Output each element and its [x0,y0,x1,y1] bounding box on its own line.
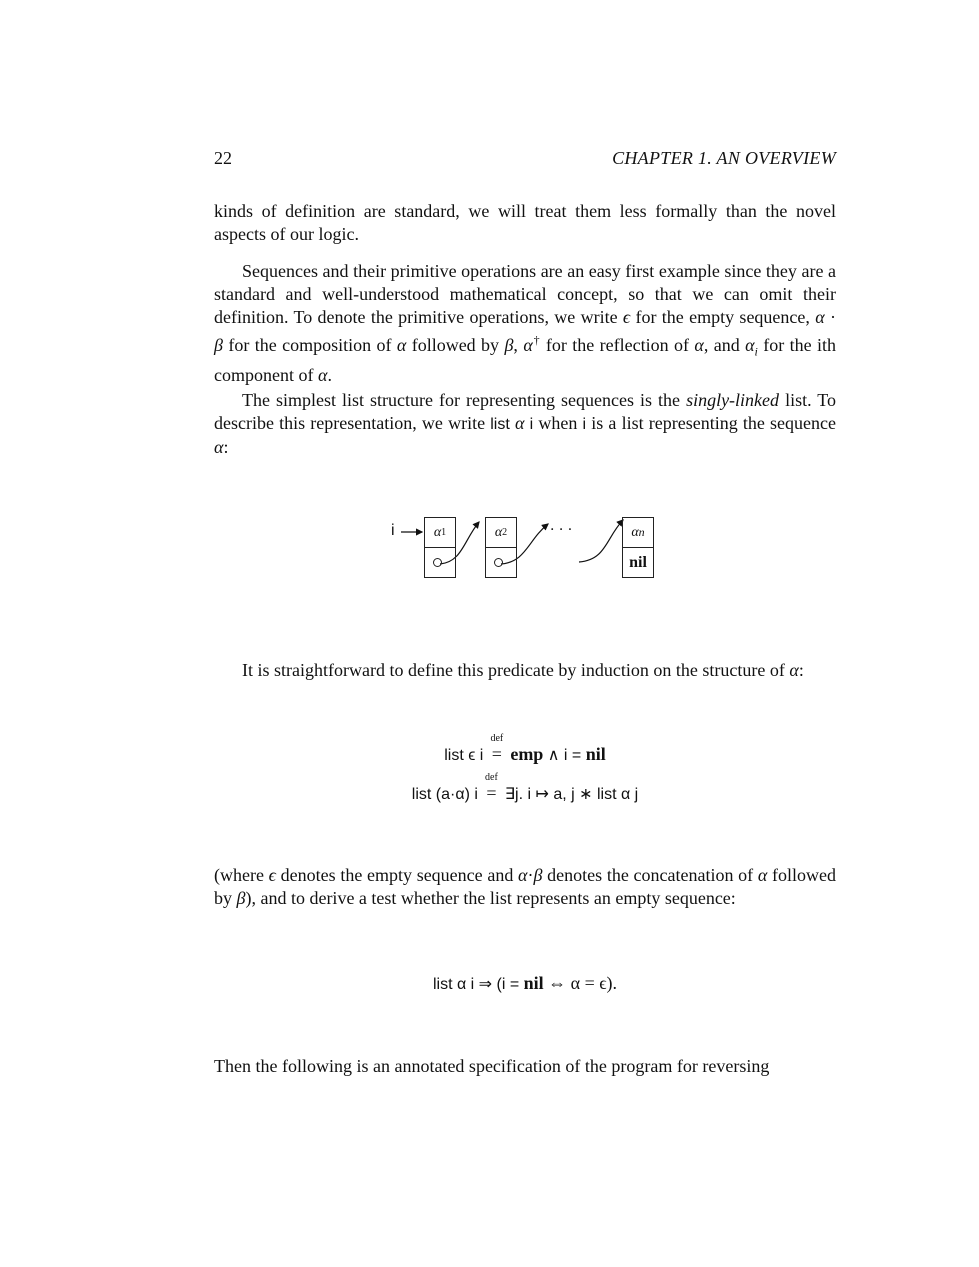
list-node-1 [424,517,456,578]
p2-text-d: followed by [406,335,505,355]
epsilon-symbol: ϵ [622,307,631,327]
eq1-rhs: ∧ i = [543,747,586,764]
alpha-symbol: α [757,865,768,885]
eq3-rhs: ⇔ α = ϵ). [543,973,618,993]
ellipsis: · · · [550,522,573,538]
dot-symbol: · [830,307,837,327]
node-2-subscript: 2 [502,527,508,538]
def-equals: def = [482,783,500,804]
alpha-symbol: α [523,335,533,355]
eq3-lhs: list α i ⇒ (i = [432,976,524,993]
p5-text-c: denotes the concatenation of [542,865,758,885]
list-node-n [622,517,654,578]
paragraph-1-text: kinds of definition are standard, we will treat them less formally than the novel aspects of our logic. [214,201,836,244]
p4-text: It is straightforward to define this predicate by induction on the structure of [242,660,790,680]
beta-symbol: β [236,888,246,908]
node-n-value: α [631,524,639,540]
eq3-nil: nil [523,973,544,993]
list-keyword: list [490,416,510,433]
node-2-value: α [494,524,503,540]
p5-text-e: ), and to derive a test whether the list represents an empty sequence: [245,888,736,908]
p2-text-b: for the empty sequence, [630,307,816,327]
chapter-title: CHAPTER 1. AN OVERVIEW [612,148,836,168]
node-1-subscript: 1 [441,527,447,538]
i-variable: i [529,416,534,433]
p2-text-a: Sequences and their primitive operations are an easy first example since they are a standard and well-understood mathematical concept, so that we can omit their definition. To denote the primitive operations, we write [214,261,836,327]
subscript-i: i [754,344,758,359]
p2-text-e: , [513,335,524,355]
alpha-symbol: α [214,437,224,457]
pointer-dot-icon [494,558,503,567]
eq1-nil: nil [585,744,606,764]
p5-text-a: (where [214,865,269,885]
p4-text-end: : [798,660,804,680]
i-variable: i [582,416,587,433]
def-label: def [490,733,504,744]
pointer-label: i [391,522,395,539]
equation-empty-test [214,973,836,994]
page-number: 22 [214,148,232,168]
beta-symbol: β [533,865,543,885]
p3-emphasis: singly-linked [686,390,780,410]
paragraph-6 [214,1055,836,1078]
paragraph-3 [214,389,836,459]
alpha-symbol: α [789,660,799,680]
alpha-symbol: α [815,307,825,327]
paragraph-2 [214,260,836,387]
p3-text-d: is a list representing the sequence [586,413,836,433]
linked-list-diagram [384,510,684,600]
p6-text: Then the following is an annotated specification of the program for reversing [214,1056,770,1076]
p3-text-c: when [533,413,583,433]
alpha-symbol: α [396,335,407,355]
eq2-lhs: list (a·α) i [411,786,478,803]
dagger-symbol: † [532,333,541,347]
alpha-symbol: α [745,335,755,355]
pointer-dot-icon [433,558,442,567]
running-header [214,148,836,169]
p3-text-e: : [223,437,229,457]
p2-text-i: . [327,364,332,385]
dot-symbol: · [527,865,534,885]
p2-text-g: , and [703,335,746,355]
p5-text-b: denotes the empty sequence and [275,865,519,885]
p2-text-h: for the ith component of [214,335,837,385]
alpha-symbol: α [514,413,525,433]
epsilon-symbol: ϵ [268,865,276,885]
node-1-value: α [433,524,442,540]
node-n-subscript: n [638,525,645,539]
nil-label: nil [629,553,647,571]
alpha-symbol: α [694,335,704,355]
p2-text-f: for the reflection of [540,335,695,355]
eq1-emp: emp [510,744,544,764]
paper-page [214,0,836,1267]
p3-text-b: list. To describe this representation, we write [214,390,837,433]
p2-text-c: for the composition of [222,335,397,355]
def-equals: def = [488,744,506,765]
equation-list-empty [214,733,836,765]
alpha-symbol: α [317,364,328,385]
link-arrow-3 [579,520,623,562]
paragraph-1 [214,200,836,246]
p3-text-a: The simplest list structure for representing sequences is the [242,390,687,410]
beta-symbol: β [214,335,223,355]
alpha-symbol: α [518,865,528,885]
list-node-2 [485,517,517,578]
p5-text-d: followed by [214,865,837,908]
equation-list-cons [214,772,836,804]
eq2-rhs: ∃j. i ↦ a, j ∗ list α j [504,786,639,803]
paragraph-4 [214,659,836,682]
eq1-lhs: list ϵ i [444,747,484,764]
paragraph-5 [214,864,836,910]
beta-symbol: β [504,335,514,355]
def-label: def [485,772,498,783]
